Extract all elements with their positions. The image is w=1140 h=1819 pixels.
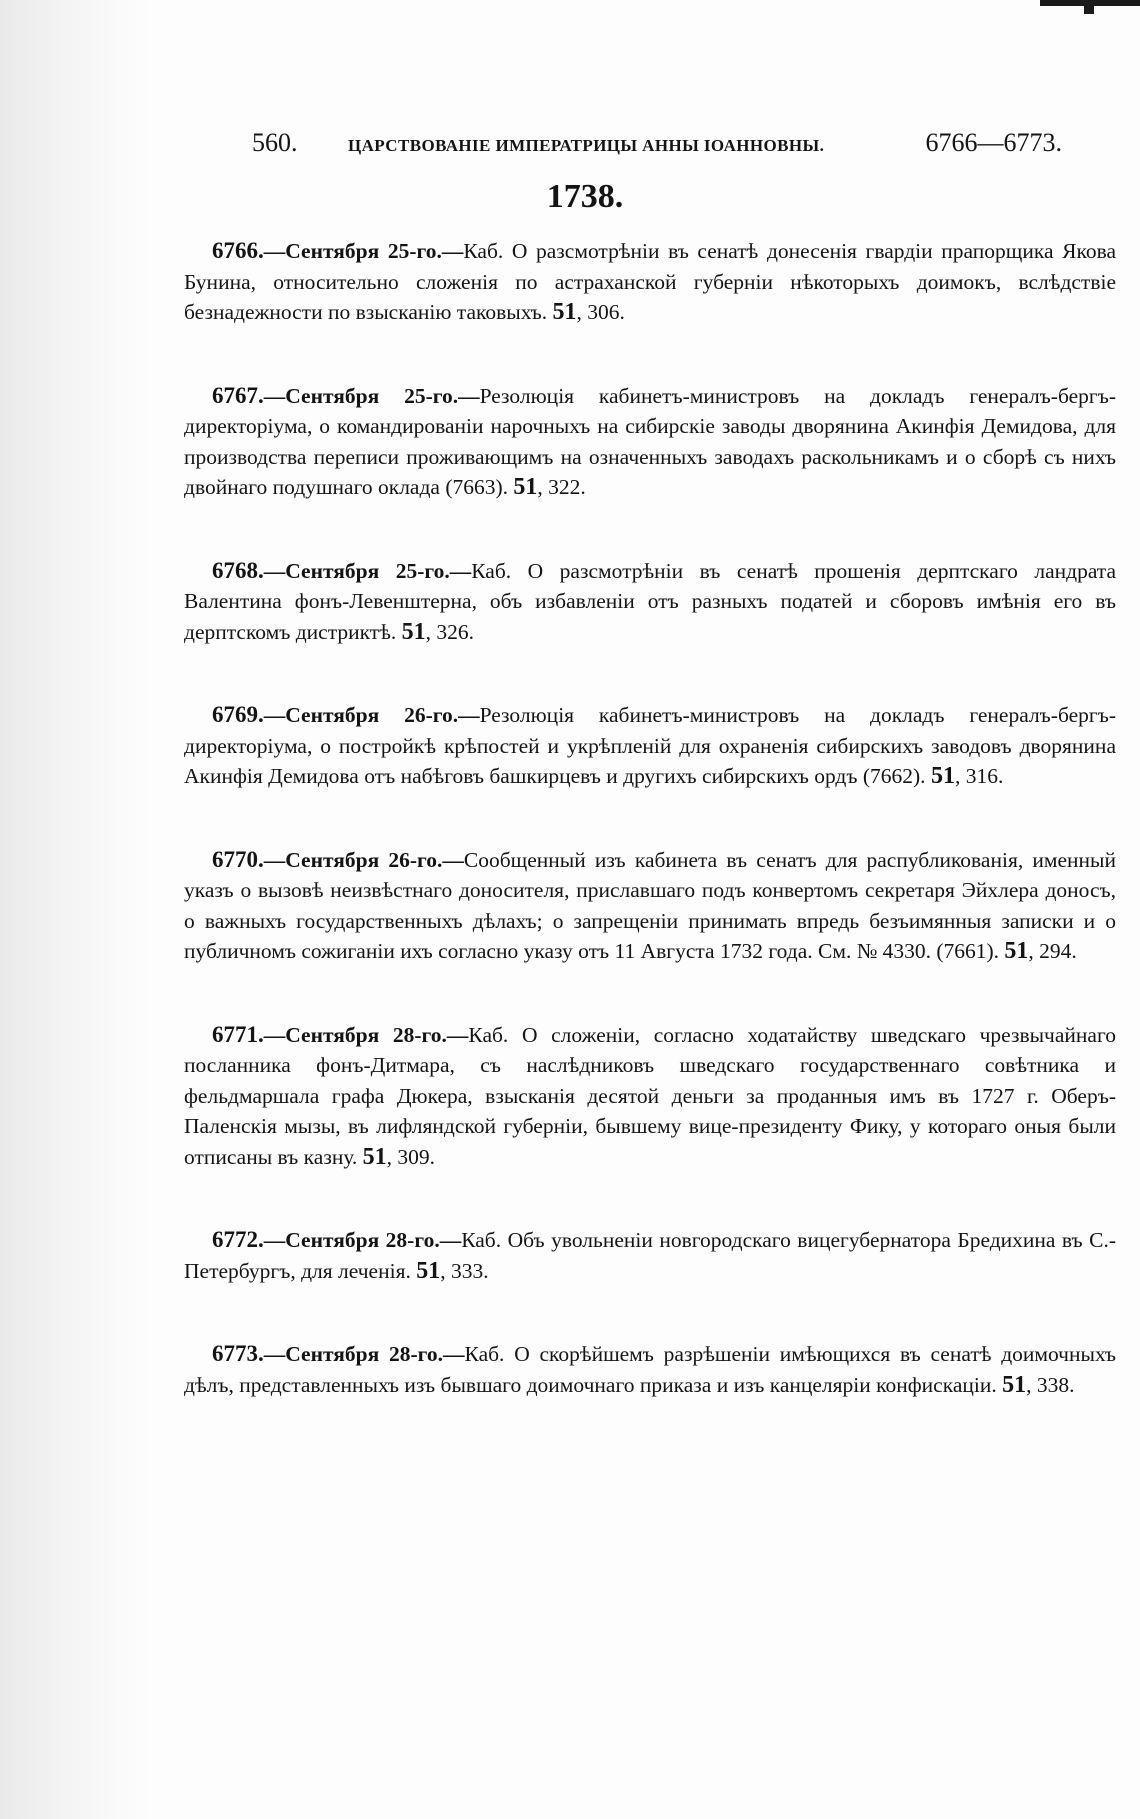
entry-text: Каб. О разсмотрѣніи въ сенатѣ донесенія гвардіи прапорщика Якова Бунина, относительно сложенія по астраханской губерніи нѣкоторыхъ доимокъ, вслѣдствіе безнадежности по взысканію таковыхъ. — [184, 239, 1116, 324]
entry-number: 6772. — [212, 1227, 264, 1252]
entries-list — [184, 236, 1116, 1453]
entry-ref-page: , 316. — [954, 764, 1004, 788]
page-number: 560. — [252, 128, 298, 157]
entry-ref-page: , 338. — [1026, 1372, 1075, 1397]
entry-date: —Сентября 26-го.— — [263, 847, 464, 872]
entry-date: —Сентября 25-го.— — [263, 239, 464, 263]
entry-6769 — [184, 700, 1116, 792]
entry-date: —Сентября 25-го.— — [263, 383, 480, 408]
entry-6771 — [184, 1020, 1116, 1173]
entry-date: —Сентября 26-го.— — [263, 703, 480, 727]
entry-text: Резолюція кабинетъ-министровъ на докладъ генералъ-бергъ-директоріума, о командированіи нарочныхъ на сибирскіе заводы дворянина Акинфія Демидова, для производства переписи проживающимъ на означенныхъ заводахъ раскольникамъ и о сборѣ съ нихъ двойнаго подушнаго оклада (7663). — [184, 383, 1116, 499]
entry-number: 6771. — [212, 1021, 264, 1047]
year-heading: 1738. — [546, 178, 624, 215]
entry-ref-page: , 309. — [386, 1144, 436, 1169]
entry-6770 — [184, 845, 1116, 967]
entry-ref-volume: 51 — [513, 474, 538, 500]
entry-ref-page: , 326. — [425, 619, 474, 644]
entry-ref-volume: 51 — [1004, 938, 1029, 964]
entry-ref-volume: 51 — [1002, 1371, 1027, 1398]
entry-ref-page: , 306. — [576, 300, 625, 324]
running-title: ЦАРСТВОВАНІЕ ИМПЕРАТРИЦЫ АННЫ ІОАННОВНЫ. — [348, 136, 825, 155]
entry-date: —Сентября 25-го.— — [263, 558, 472, 583]
entry-text: Резолюція кабинетъ-министровъ на докладъ генералъ-бергъ-директоріума, о постройкѣ крѣпостей и укрѣпленій для охраненія сибирскихъ заводовъ дворянина Акинфія Демидова отъ набѣговъ башкирцевъ и другихъ сибирскихъ ордъ (7662). — [184, 703, 1116, 788]
entry-6772 — [184, 1225, 1116, 1286]
entry-date: —Сентября 28-го.— — [263, 1342, 465, 1366]
scan-gutter-shading — [0, 0, 150, 1819]
entry-number: 6768. — [212, 557, 264, 583]
entry-text: Каб. О скорѣйшемъ разрѣшеніи имѣющихся въ сенатѣ доимочныхъ дѣлъ, представленныхъ изъ бывшаго доимочнаго приказа и изъ канцеляріи конфискаціи. — [184, 1342, 1116, 1397]
entry-text: Каб. Объ увольненіи новгородскаго вицегубернатора Бредихина въ С.-Петербургъ, для леченія. — [184, 1228, 1116, 1283]
entry-number: 6767. — [212, 382, 264, 408]
scan-corner-mark — [1020, 0, 1140, 18]
page-header — [252, 126, 1062, 166]
entry-6768 — [184, 556, 1116, 648]
entry-ref-volume: 51 — [416, 1257, 441, 1284]
entry-text: Каб. О сложеніи, согласно ходатайству шведскаго чрезвычайнаго посланника фонъ-Дитмара, съ наслѣдниковъ шведскаго государственнаго совѣтника и фельдмаршала графа Дюкера, взысканія десятой деньги за проданныя имъ въ 1727 г. Оберъ-Паленскія мызы, въ лифляндской губерніи, бывшему вице-президенту Фику, у котораго оныя были отписаны въ казну. — [184, 1022, 1116, 1169]
entry-ref-page: , 322. — [537, 475, 586, 499]
entry-6773 — [184, 1339, 1116, 1400]
entry-6767 — [184, 381, 1116, 503]
entry-range: 6766—6773. — [925, 128, 1062, 157]
entry-ref-page: , 333. — [440, 1258, 489, 1283]
entry-ref-volume: 51 — [930, 763, 955, 789]
entry-ref-volume: 51 — [401, 618, 426, 645]
entry-text: Каб. О разсмотрѣніи въ сенатѣ прошенія дерптскаго ландрата Валентина фонъ-Левенштерна, объ избавленіи отъ разныхъ податей и сборовъ имѣнія его въ дерптскомъ дистриктѣ. — [184, 558, 1117, 644]
entry-ref-volume: 51 — [362, 1143, 387, 1170]
entry-text: Сообщенный изъ кабинета въ сенатъ для распубликованія, именный указъ о вызовѣ неизвѣстнаго доносителя, приславшаго подъ конвертомъ секретаря Эйхлера доносъ, о важныхъ государственныхъ дѣлахъ; о запрещеніи принимать впредь безъимянныя записки и о публичномъ сожиганіи ихъ согласно указу отъ 11 Августа 1732 года. См. № 4330. (7661). — [184, 847, 1116, 963]
entry-6766 — [184, 236, 1116, 328]
entry-date: —Сентября 28-го.— — [263, 1022, 469, 1047]
entry-ref-page: , 294. — [1028, 939, 1077, 963]
entry-number: 6773. — [212, 1341, 264, 1366]
entry-ref-volume: 51 — [552, 299, 577, 325]
entry-number: 6769. — [212, 702, 264, 727]
entry-number: 6766. — [212, 238, 264, 263]
entry-number: 6770. — [212, 846, 264, 872]
entry-date: —Сентября 28-го.— — [263, 1228, 462, 1252]
